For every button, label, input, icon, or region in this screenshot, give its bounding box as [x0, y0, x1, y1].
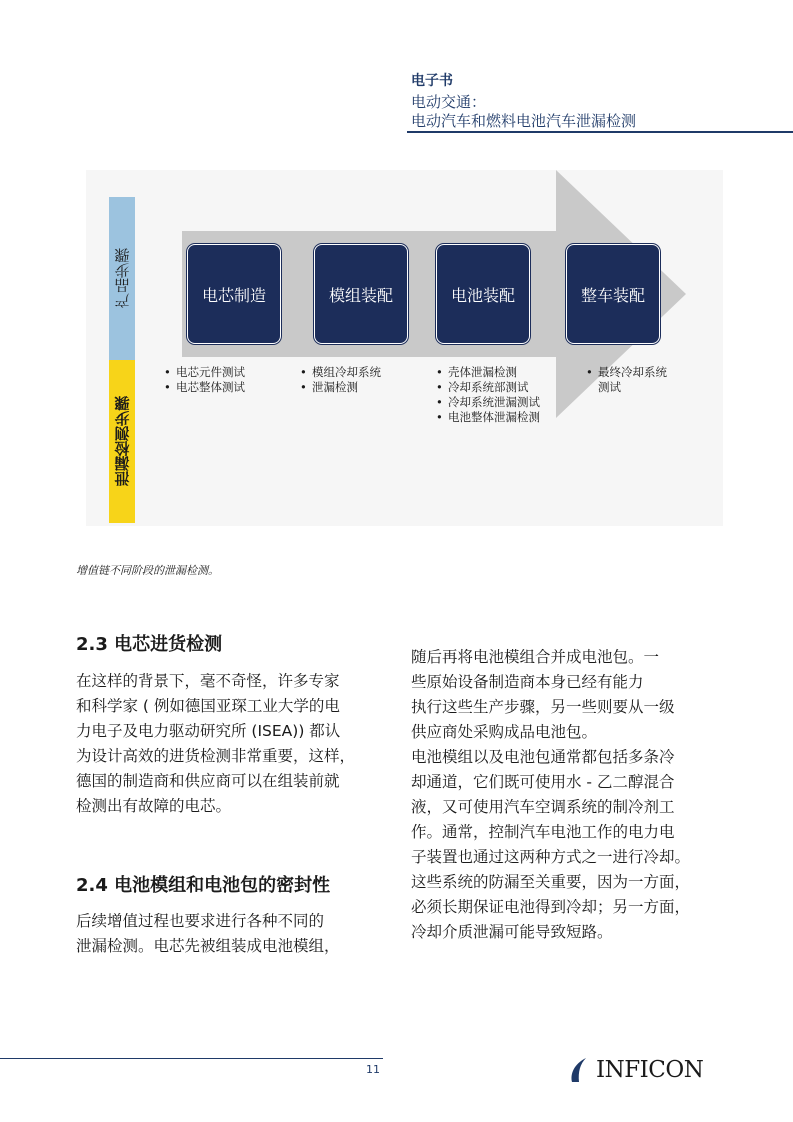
right-column-body [411, 645, 718, 945]
list-item [300, 380, 381, 395]
text-line: 和科学家 ( 例如德国亚琛工业大学的电 [76, 697, 340, 715]
doc-title-line1: 电动交通： [411, 93, 487, 111]
cell-tests-list [164, 365, 245, 395]
text-line: 泄漏检测。电芯先被组装成电池模组， [76, 937, 340, 955]
section-heading-2-4: 2.4 电池模组和电池包的密封性 [76, 875, 331, 896]
figure-caption: 增值链不同阶段的泄漏检测。 [76, 564, 219, 577]
stage-module-assembly: 模组装配 [314, 244, 408, 344]
process-arrow [86, 170, 723, 526]
text-line: 液，又可使用汽车空调系统的制冷剂工 [411, 798, 675, 816]
text-line: 却通道，它们既可使用水 - 乙二醇混合 [411, 773, 675, 791]
text-line: 随后再将电池模组合并成电池包。一 [411, 648, 660, 666]
list-item: • 模组冷却系统 [300, 365, 381, 380]
vehicle-tests-list [586, 365, 667, 395]
doc-type-label: 电子书 [411, 73, 453, 89]
text-line: 检测出有故障的电芯。 [76, 797, 232, 815]
product-steps-label: 产品步骤 [113, 248, 132, 309]
module-tests-list [300, 365, 381, 395]
text-line: 这些系统的防漏至关重要，因为一方面， [411, 873, 691, 891]
text-line: 德国的制造商和供应商可以在组装前就 [76, 772, 340, 790]
text-line: 为设计高效的进货检测非常重要，这样， [76, 747, 356, 765]
inficon-mark-icon [566, 1056, 592, 1084]
doc-title-line2: 电动汽车和燃料电池汽车泄漏检测 [411, 112, 637, 130]
list-item: • 最终冷却系统 [586, 365, 667, 380]
battery-tests-list [436, 365, 540, 425]
text-line: 子装置也通过这两种方式之一进行冷却。 [411, 848, 691, 866]
text-line: 冷却介质泄漏可能导致短路。 [411, 923, 613, 941]
list-item: • 冷却系统部测试 [436, 380, 540, 395]
text-line: 必须长期保证电池得到冷却；另一方面， [411, 898, 691, 916]
inficon-logo [566, 1056, 703, 1084]
list-item: 测试 [598, 380, 621, 394]
logo-text: INFICON [596, 1057, 704, 1083]
list-item: • 冷却系统泄漏测试 [436, 395, 540, 410]
list-item-continuation: 泄漏检测 [312, 380, 358, 394]
page-number: 11 [366, 1063, 380, 1076]
section-heading-2-3: 2.3 电芯进货检测 [76, 634, 223, 655]
text-line: 后续增值过程也要求进行各种不同的 [76, 912, 325, 930]
footer-rule [0, 1058, 383, 1059]
list-item: • 壳体泄漏检测 [436, 365, 540, 380]
stage-vehicle-assembly: 整车装配 [566, 244, 660, 344]
header-rule [407, 131, 793, 133]
stage-cell-manufacturing: 电芯制造 [187, 244, 281, 344]
stage-battery-assembly: 电池装配 [436, 244, 530, 344]
list-item: • 电芯元件测试 [164, 365, 245, 380]
list-item: • 电池整体泄漏检测 [436, 410, 540, 425]
text-line: 作。通常，控制汽车电池工作的电力电 [411, 823, 675, 841]
leak-test-steps-label: 泄漏检测步骤 [113, 396, 132, 487]
text-line: 力电子及电力驱动研究所 (ISEA)) 都认 [76, 722, 341, 740]
text-line: 供应商处采购成品电池包。 [411, 723, 598, 741]
text-line: 电池模组以及电池包通常都包括多条冷 [411, 748, 675, 766]
section-2-3-body [76, 669, 383, 819]
list-item: • 电芯整体测试 [164, 380, 245, 395]
text-line: 在这样的背景下，毫不奇怪，许多专家 [76, 672, 340, 690]
text-line: 些原始设备制造商本身已经有能力 [411, 673, 644, 691]
section-2-4-body [76, 909, 383, 959]
text-line: 执行这些生产步骤，另一些则要从一级 [411, 698, 675, 716]
